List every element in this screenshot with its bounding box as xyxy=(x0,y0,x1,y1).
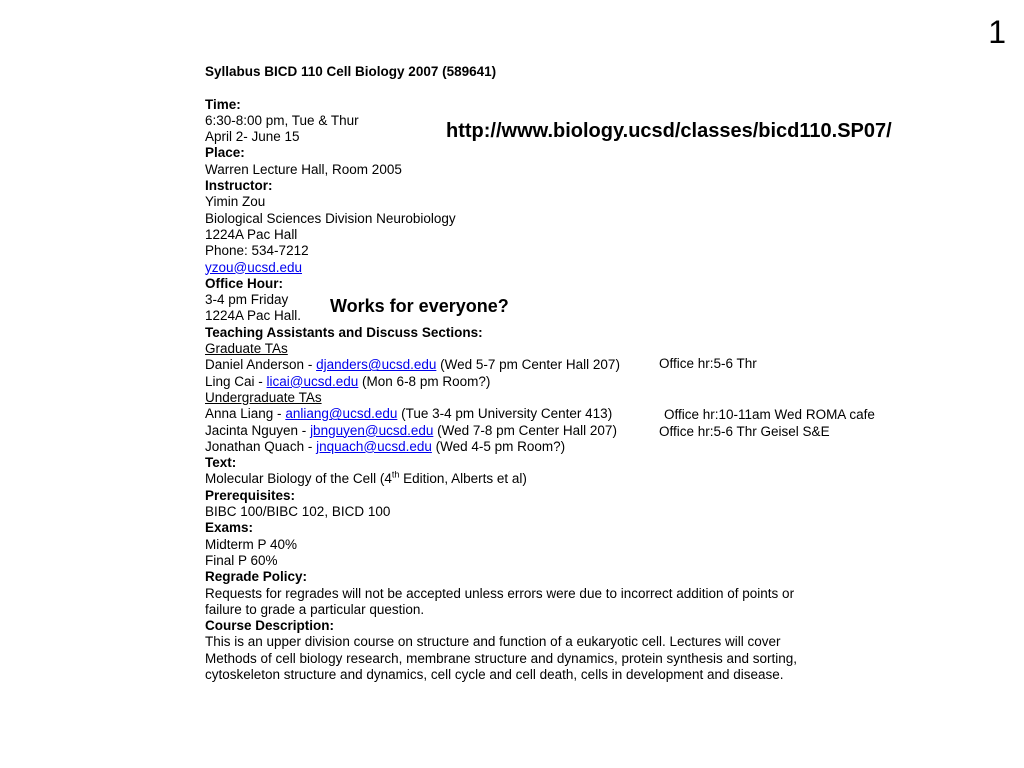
ta-name: Daniel Anderson - xyxy=(205,357,317,373)
ta-section-info: (Mon 6-8 pm Room?) xyxy=(358,373,491,389)
time-line-1: 6:30-8:00 pm, Tue & Thur xyxy=(205,112,359,128)
ta-row xyxy=(205,374,815,390)
syllabus-document xyxy=(205,64,815,683)
ta-name: Jonathan Quach - xyxy=(205,438,317,454)
instructor-email-row xyxy=(205,260,815,276)
page-number: 1 xyxy=(988,14,1006,50)
instructor-office: 1224A Pac Hall xyxy=(205,226,298,242)
office-hour-line-2: 1224A Pac Hall. xyxy=(205,308,302,324)
place-line: Warren Lecture Hall, Room 2005 xyxy=(205,161,402,177)
textbook-pre: Molecular Biology of the Cell (4 xyxy=(205,471,392,487)
time-heading: Time: xyxy=(205,96,241,112)
textbook-line xyxy=(205,471,815,487)
instructor-email-link[interactable]: yzou@ucsd.edu xyxy=(205,259,303,275)
regrade-body: Requests for regrades will not be accepted unless errors were due to incorrect addition of points or failure to grade a particular question. xyxy=(205,585,795,617)
ta-heading: Teaching Assistants and Discuss Sections: xyxy=(205,324,483,340)
ta-email-link[interactable]: jbnguyen@ucsd.edu xyxy=(310,422,434,438)
undergraduate-tas-label: Undergraduate TAs xyxy=(205,389,322,405)
graduate-tas-label: Graduate TAs xyxy=(205,341,288,357)
office-hour-heading: Office Hour: xyxy=(205,275,284,291)
description-body: This is an upper division course on structure and function of a eukaryotic cell. Lectures will cover Methods of cell biology research, membrane structure and dynamics, protein synthesis and sorting, cytoskeleton structure and dynamics, cell cycle and cell death, cells in development and disease. xyxy=(205,634,798,682)
exam-midterm: Midterm P 40% xyxy=(205,536,298,552)
ta-row xyxy=(205,423,815,439)
regrade-heading: Regrade Policy: xyxy=(205,569,308,585)
text-heading: Text: xyxy=(205,455,237,471)
course-url-link[interactable]: http://www.biology.ucsd/classes/bicd110.SP07/ xyxy=(446,120,892,142)
exam-final: Final P 60% xyxy=(205,552,278,568)
ta-name: Ling Cai - xyxy=(205,373,267,389)
time-line-2: April 2- June 15 xyxy=(205,129,300,145)
ta-email-link[interactable]: anliang@ucsd.edu xyxy=(285,406,398,422)
ta-section-info: (Wed 4-5 pm Room?) xyxy=(431,438,566,454)
office-note-daniel: Office hr:5-6 Thr xyxy=(659,356,757,371)
ta-row xyxy=(205,439,815,455)
place-heading: Place: xyxy=(205,145,245,161)
textbook-sup: th xyxy=(391,469,400,480)
instructor-name: Yimin Zou xyxy=(205,194,266,210)
ta-name: Anna Liang - xyxy=(205,406,286,422)
description-heading: Course Description: xyxy=(205,618,335,634)
ta-section-info: (Tue 3-4 pm University Center 413) xyxy=(397,406,613,422)
ta-section-info: (Wed 7-8 pm Center Hall 207) xyxy=(433,422,617,438)
prereq-heading: Prerequisites: xyxy=(205,487,296,503)
ta-row xyxy=(205,357,815,373)
ta-email-link[interactable]: djanders@ucsd.edu xyxy=(316,357,437,373)
office-hour-line-1: 3-4 pm Friday xyxy=(205,292,289,308)
prereq-line: BIBC 100/BIBC 102, BICD 100 xyxy=(205,504,391,520)
exams-heading: Exams: xyxy=(205,520,254,536)
office-note-anna: Office hr:10-11am Wed ROMA cafe xyxy=(664,407,875,422)
callout-text: Works for everyone? xyxy=(330,296,509,316)
instructor-dept: Biological Sciences Division Neurobiology xyxy=(205,210,456,226)
instructor-phone: Phone: 534-7212 xyxy=(205,243,309,259)
instructor-heading: Instructor: xyxy=(205,178,273,194)
textbook-post: Edition, Alberts et al) xyxy=(399,471,527,487)
ta-name: Jacinta Nguyen - xyxy=(205,422,311,438)
ta-email-link[interactable]: licai@ucsd.edu xyxy=(266,373,359,389)
ta-row xyxy=(205,406,815,422)
office-note-jacinta: Office hr:5-6 Thr Geisel S&E xyxy=(659,424,830,439)
syllabus-title: Syllabus BICD 110 Cell Biology 2007 (589641) xyxy=(205,64,497,79)
ta-section-info: (Wed 5-7 pm Center Hall 207) xyxy=(436,357,620,373)
ta-email-link[interactable]: jnquach@ucsd.edu xyxy=(316,438,432,454)
